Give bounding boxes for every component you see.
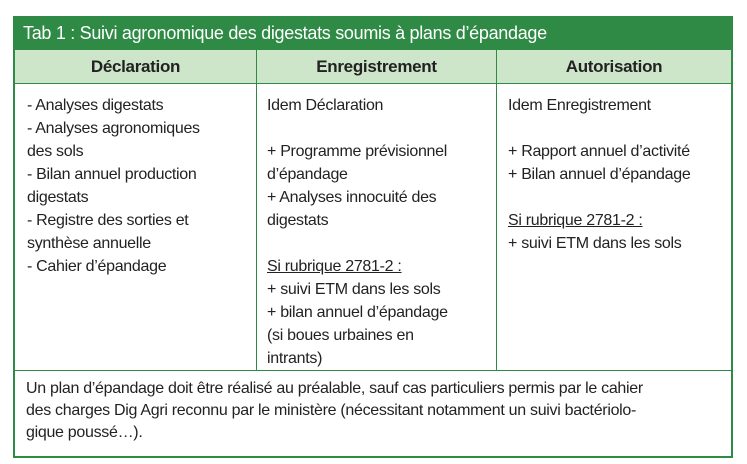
cell-line: d’épandage — [267, 166, 348, 183]
cell-line: - Bilan annuel production — [27, 166, 197, 183]
cell-enregistrement — [267, 94, 448, 370]
cell-line: synthèse annuelle — [27, 235, 151, 252]
footer-note — [26, 378, 721, 444]
footer-line: gique poussé…). — [26, 424, 143, 441]
column-divider — [256, 49, 257, 370]
cell-line: (si boues urbaines en — [267, 327, 414, 344]
cell-line: + Programme prévisionnel — [267, 143, 447, 160]
footer-line: des charges Dig Agri reconnu par le ministère (nécessitant notamment un suivi bactériolo- — [26, 402, 637, 419]
column-header-enregistrement: Enregistrement — [316, 57, 437, 76]
cell-intro: Idem Enregistrement — [508, 97, 651, 114]
cell-line: - Analyses digestats — [27, 97, 164, 114]
cell-line: + bilan annuel d’épandage — [267, 304, 448, 321]
cell-line: + Rapport annuel d’activité — [508, 143, 690, 160]
cell-intro: Idem Déclaration — [267, 97, 384, 114]
rubrique-heading: Si rubrique 2781-2 : — [267, 258, 402, 275]
cell-line: digestats — [27, 189, 89, 206]
table-frame — [13, 16, 733, 458]
cell-line: - Registre des sorties et — [27, 212, 189, 229]
cell-line: + Bilan annuel d’épandage — [508, 166, 691, 183]
cell-autorisation — [508, 94, 690, 255]
cell-declaration — [27, 94, 200, 278]
footer-divider — [15, 370, 731, 371]
cell-line: + Analyses innocuité des — [267, 189, 437, 206]
cell-line: + suivi ETM dans les sols — [267, 281, 441, 298]
column-header-declaration: Déclaration — [90, 57, 181, 76]
cell-line: - Analyses agronomiques — [27, 120, 200, 137]
cell-line: + suivi ETM dans les sols — [508, 235, 682, 252]
rubrique-heading: Si rubrique 2781-2 : — [508, 212, 643, 229]
cell-line: - Cahier d’épandage — [27, 258, 167, 275]
footer-line: Un plan d’épandage doit être réalisé au préalable, sauf cas particuliers permis par le cahier — [26, 380, 643, 397]
table-title: Tab 1 : Suivi agronomique des digestats soumis à plans d’épandage — [15, 18, 731, 49]
cell-line: des sols — [27, 143, 84, 160]
column-header-row — [15, 49, 731, 84]
cell-line: digestats — [267, 212, 329, 229]
column-divider — [496, 49, 497, 370]
column-header-autorisation: Autorisation — [565, 57, 663, 76]
cell-line: intrants) — [267, 350, 323, 367]
